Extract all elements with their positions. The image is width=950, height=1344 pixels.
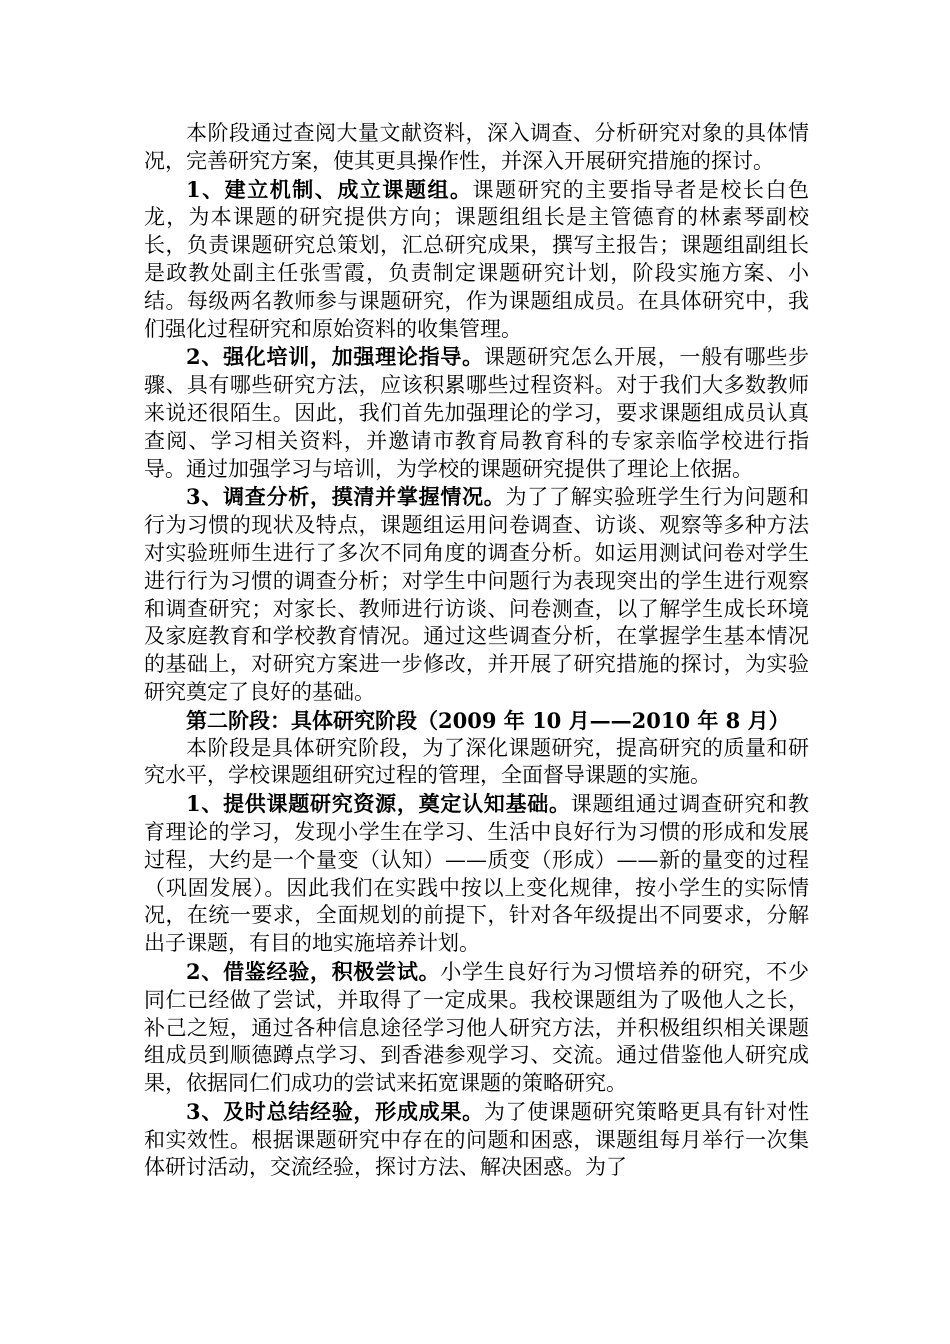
- paragraph-lead: 3、调查分析，摸清并掌握情况。: [186, 484, 506, 510]
- paragraph-strengthen-training: [144, 343, 809, 483]
- paragraph-lead: 2、借鉴经验，积极尝试。: [186, 958, 441, 984]
- paragraph-lead: 3、及时总结经验，形成成果。: [186, 1098, 484, 1124]
- paragraph-text: 本阶段是具体研究阶段，为了深化课题研究，提高研究的质量和研究水平，学校课题组研究过程的管理，全面督导课题的实施。: [144, 735, 809, 788]
- paragraph-lead: 2、强化培训，加强理论指导。: [186, 344, 484, 370]
- paragraph-summarize-results: [144, 1098, 809, 1182]
- paragraph-establish-mechanism: [144, 176, 809, 344]
- paragraph-intro: [144, 120, 809, 176]
- paragraph-lead: 1、建立机制、成立课题组。: [186, 176, 473, 202]
- paragraph-text: 本阶段通过查阅大量文献资料，深入调查、分析研究对象的具体情况，完善研究方案，使其更具操作性，并深入开展研究措施的探讨。: [144, 121, 809, 173]
- document-body: [144, 120, 809, 1182]
- stage-two-heading: 第二阶段：具体研究阶段（2009 年 10 月——2010 年 8 月）: [186, 707, 790, 733]
- paragraph-text: 课题研究怎么开展，一般有哪些步骤、具有哪些研究方法，应该积累哪些过程资料。对于我们大多数教师来说还很陌生。因此，我们首先加强理论的学习，要求课题组成员认真查阅、学习相关资料，并邀请市教育局教育科的专家亲临学校进行指导。通过加强学习与培训，为学校的课题研究提供了理论上依据。: [144, 345, 809, 481]
- paragraph-learn-experience: [144, 958, 809, 1098]
- paragraph-text: 小学生良好行为习惯培养的研究，不少同仁已经做了尝试，并取得了一定成果。我校课题组为了吸他人之长，补己之短，通过各种信息途径学习他人研究方法，并积极组织相关课题组成员到顺德蹲点学习、到香港参观学习、交流。通过借鉴他人研究成果，依据同仁们成功的尝试来拓宽课题的策略研究。: [144, 959, 809, 1096]
- paragraph-text: 为了了解实验班学生行为问题和行为习惯的现状及特点，课题组运用问卷调查、访谈、观察等多种方法对实验班师生进行了多次不同角度的调查分析。如运用测试问卷对学生进行行为习惯的调查分析；对学生中问题行为表现突出的学生进行观察和调查研究；对家长、教师进行访谈、问卷测查，以了解学生成长环境及家庭教育和学校教育情况。通过这些调查分析，在掌握学生基本情况的基础上，对研究方案进一步修改，并开展了研究措施的探讨，为实验研究奠定了良好的基础。: [144, 485, 809, 704]
- paragraph-text: 为了使课题研究策略更具有针对性和实效性。根据课题研究中存在的问题和困惑，课题组每月举行一次集体研讨活动，交流经验，探讨方法、解决困惑。为了: [144, 1099, 809, 1180]
- paragraph-investigation: [144, 483, 809, 706]
- paragraph-text: 课题组通过调查研究和教育理论的学习，发现小学生在学习、生活中良好行为习惯的形成和发展过程，大约是一个量变（认知）——质变（形成）——新的量变的过程（巩固发展）。因此我们在实践中按以上变化规律，按小学生的实际情况，在统一要求，全面规划的前提下，针对各年级提出不同要求，分解出子课题，有目的地实施培养计划。: [144, 792, 809, 956]
- paragraph-lead: 1、提供课题研究资源，奠定认知基础。: [186, 791, 571, 817]
- paragraph-stage-intro: [144, 735, 809, 791]
- paragraph-text: 课题研究的主要指导者是校长白色龙，为本课题的研究提供方向；课题组组长是主管德育的林素琴副校长，负责课题研究总策划，汇总研究成果，撰写主报告；课题组副组长是政教处副主任张雪霞，负责制定课题研究计划，阶段实施方案、小结。每级两名教师参与课题研究，作为课题组成员。在具体研究中，我们强化过程研究和原始资料的收集管理。: [144, 177, 809, 341]
- paragraph-provide-resources: [144, 790, 809, 958]
